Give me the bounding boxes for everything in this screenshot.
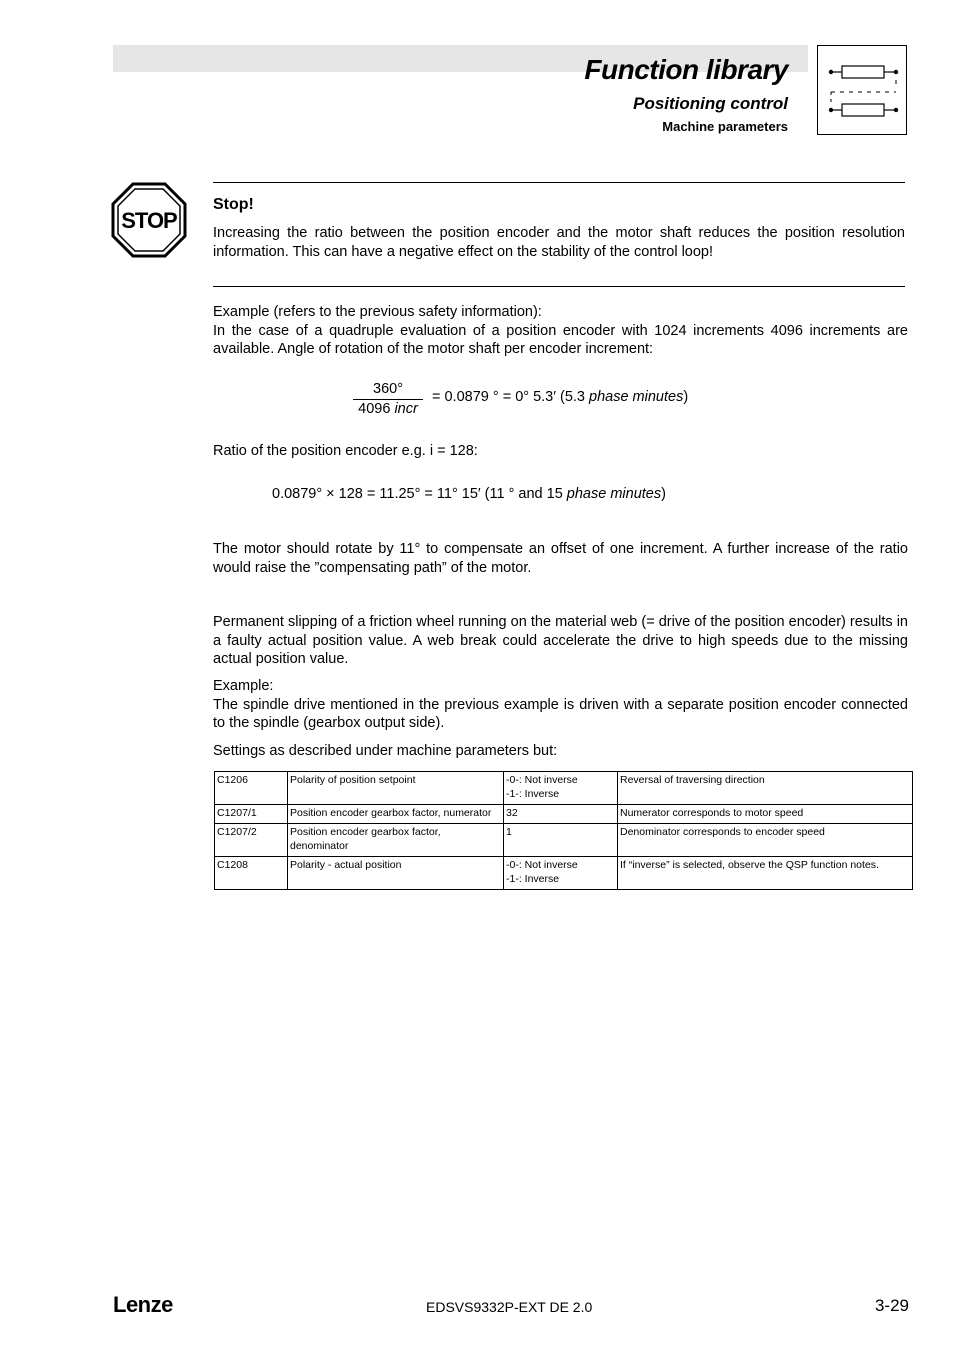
example1-line1: Example (refers to the previous safety information): bbox=[213, 304, 542, 320]
motor-paragraph: The motor should rotate by 11° to compensate an offset of one increment. A further increase of the ratio would raise the ”compensating path” of the motor. bbox=[213, 541, 908, 576]
table-row bbox=[215, 805, 913, 824]
table-cell-code: C1207/2 bbox=[215, 824, 288, 857]
stop-sign-icon bbox=[111, 182, 187, 258]
fraction-numerator: 360° bbox=[373, 381, 403, 397]
section-title: Machine parameters bbox=[662, 119, 788, 134]
table-row bbox=[215, 772, 913, 805]
stop-rule-top bbox=[213, 182, 905, 183]
page-number: 3-29 bbox=[874, 1296, 909, 1315]
example1-intro bbox=[213, 303, 908, 359]
table-cell-value: -0-: Not inverse -1-: Inverse bbox=[504, 857, 618, 890]
document-id: EDSVS9332P-EXT DE 2.0 bbox=[426, 1299, 593, 1315]
stop-text: Increasing the ratio between the position encoder and the motor shaft reduces the position resolution information. This can have a negative effect on the stability of the control loop! bbox=[213, 225, 905, 260]
table-cell-value: -0-: Not inverse -1-: Inverse bbox=[504, 772, 618, 805]
parameter-table bbox=[214, 771, 913, 890]
table-cell-name: Position encoder gearbox factor, numerator bbox=[288, 805, 504, 824]
table-cell-name: Polarity of position setpoint bbox=[288, 772, 504, 805]
table-cell-value: 1 bbox=[504, 824, 618, 857]
slip-paragraph: Permanent slipping of a friction wheel running on the material web (= drive of the position encoder) results in a faulty actual position value. A web break could accelerate the drive to high speeds due to the missing actual position value. bbox=[213, 614, 908, 667]
table-cell-name: Polarity - actual position bbox=[288, 857, 504, 890]
page-subtitle: Positioning control bbox=[633, 94, 788, 113]
table-row bbox=[215, 857, 913, 890]
stop-rule-bottom bbox=[213, 286, 905, 287]
fraction-denominator: 4096 incr bbox=[358, 401, 418, 417]
table-row bbox=[215, 824, 913, 857]
settings-text: Settings as described under machine parameters but: bbox=[213, 743, 558, 759]
table-cell-note: Denominator corresponds to encoder speed bbox=[618, 824, 913, 857]
table-cell-note: Reversal of traversing direction bbox=[618, 772, 913, 805]
lenze-logo: Lenze bbox=[113, 1292, 173, 1317]
fraction bbox=[353, 381, 423, 418]
table-cell-note: If “inverse” is selected, observe the QSP function notes. bbox=[618, 857, 913, 890]
stop-sign-text: STOP bbox=[121, 208, 177, 233]
example2-text: The spindle drive mentioned in the previous example is driven with a separate position encoder connected to the spindle (gearbox output side). bbox=[213, 696, 908, 731]
ratio-text: Ratio of the position encoder e.g. i = 128: bbox=[213, 443, 478, 459]
table-cell-note: Numerator corresponds to motor speed bbox=[618, 805, 913, 824]
chapter-icon bbox=[817, 45, 907, 135]
page-title: Function library bbox=[584, 54, 788, 85]
table-cell-code: C1208 bbox=[215, 857, 288, 890]
equation2: 0.0879° × 128 = 11.25° = 11° 15′ (11 ° and 15 phase minutes) bbox=[272, 486, 666, 502]
table-cell-value: 32 bbox=[504, 805, 618, 824]
circuit-icon bbox=[818, 46, 906, 134]
example1-line2: In the case of a quadruple evaluation of a position encoder with 1024 increments 4096 increments are available. Angle of rotation of the motor shaft per encoder increment: bbox=[213, 322, 908, 357]
stop-heading: Stop! bbox=[213, 196, 254, 213]
table-cell-code: C1207/1 bbox=[215, 805, 288, 824]
example2-label: Example: bbox=[213, 678, 274, 694]
example2 bbox=[213, 677, 908, 733]
table-cell-name: Position encoder gearbox factor, denominator bbox=[288, 824, 504, 857]
equation1-result: = 0.0879 ° = 0° 5.3′ (5.3 phase minutes) bbox=[432, 389, 689, 405]
table-cell-code: C1206 bbox=[215, 772, 288, 805]
